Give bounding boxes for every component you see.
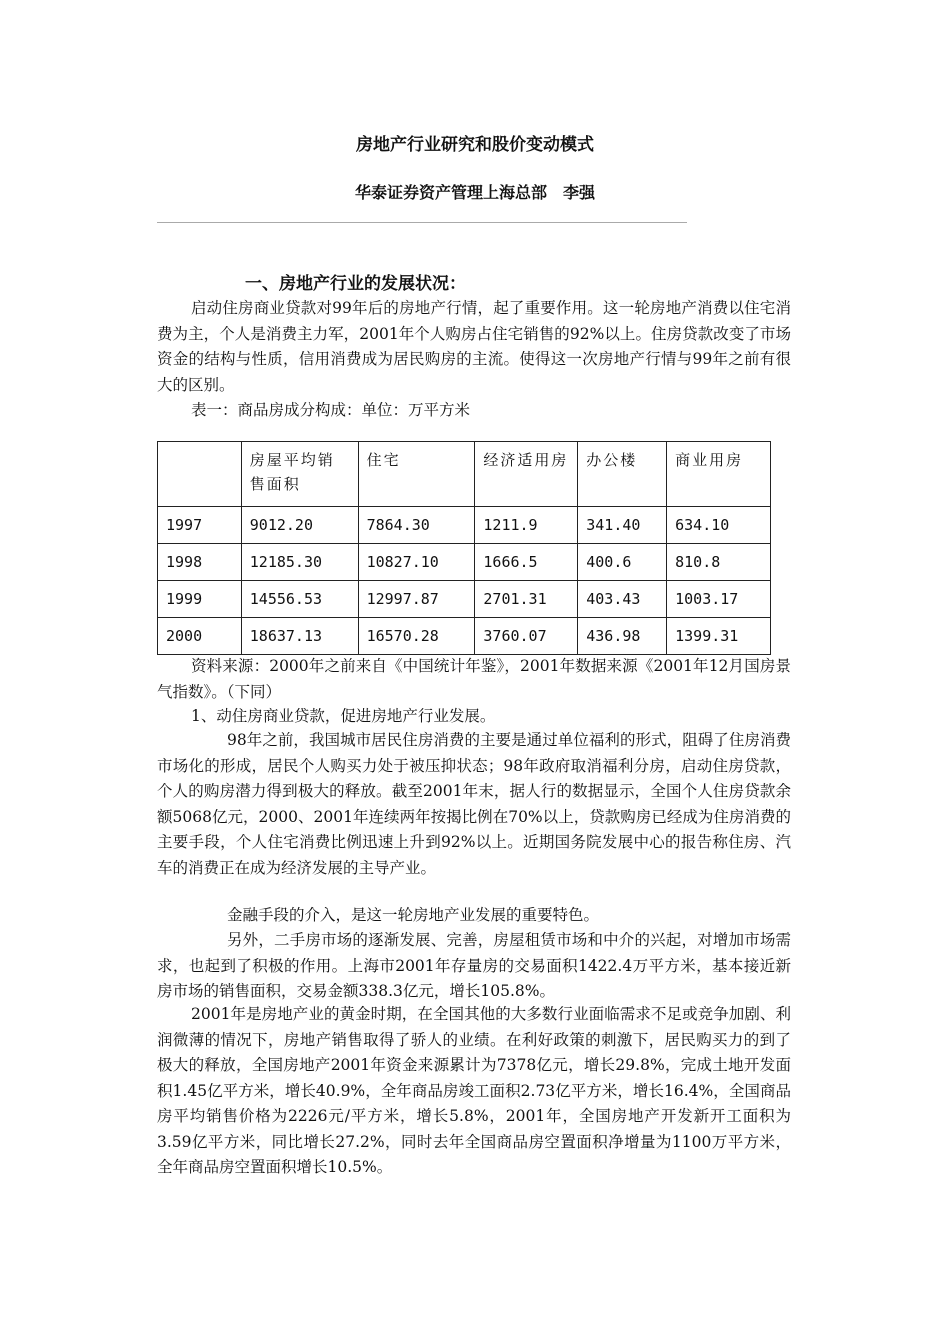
table-cell: 3760.07 bbox=[475, 618, 578, 655]
table-row bbox=[158, 618, 771, 655]
table-cell: 341.40 bbox=[578, 507, 667, 544]
section-heading: 一、房地产行业的发展状况： bbox=[245, 274, 466, 294]
table-cell: 810.8 bbox=[667, 544, 771, 581]
table-header-cell: 住宅 bbox=[358, 442, 475, 507]
table-cell: 12185.30 bbox=[241, 544, 358, 581]
document-title: 房地产行业研究和股价变动模式 bbox=[356, 135, 594, 155]
table-cell: 1997 bbox=[158, 507, 242, 544]
table-cell: 10827.10 bbox=[358, 544, 475, 581]
paragraph-secondhand: 另外，二手房市场的逐渐发展、完善，房屋租赁市场和中介的兴起，对增加市场需求，也起到了积极的作用。上海市2001年存量房的交易面积1422.4万平方米，基本接近新房市场的销售面积，交易金额338.3亿元，增长105.8%。 bbox=[157, 931, 791, 1000]
table-cell: 634.10 bbox=[667, 507, 771, 544]
author-line: 华泰证券资产管理上海总部 李强 bbox=[354, 183, 595, 202]
table-cell: 1003.17 bbox=[667, 581, 771, 618]
table-caption: 表一：商品房成分构成：单位：万平方米 bbox=[191, 401, 471, 419]
table-cell: 1998 bbox=[158, 544, 242, 581]
paragraph-loans: 98年之前，我国城市居民住房消费的主要是通过单位福利的形式，阻碍了住房消费市场化的形成，居民个人购买力处于被压抑状态；98年政府取消福利分房，启动住房贷款，个人的购房潜力得到极大的释放。截至2001年末，据人行的数据显示，全国个人住房贷款余额5068亿元，2000、2001年连续两年按揭比例在70%以上，贷款购房已经成为住房消费的主要手段，个人住宅消费比例迅速上升到92%以上。近期国务院发展中心的报告称住房、汽车的消费正在成为经济发展的主导产业。 bbox=[157, 731, 791, 877]
table-cell: 16570.28 bbox=[358, 618, 475, 655]
header-divider bbox=[157, 222, 687, 223]
table-header-cell: 商业用房 bbox=[667, 442, 771, 507]
table-cell: 1666.5 bbox=[475, 544, 578, 581]
paragraph-finance: 金融手段的介入，是这一轮房地产业发展的重要特色。 bbox=[227, 906, 600, 924]
table-cell: 1211.9 bbox=[475, 507, 578, 544]
intro-paragraph: 启动住房商业贷款对99年后的房地产行情，起了重要作用。这一轮房地产消费以住宅消费为主，个人是消费主力军，2001年个人购房占住宅销售的92%以上。住房贷款改变了市场资金的结构与性质，信用消费成为居民购房的主流。使得这一次房地产行情与99年之前有很大的区别。 bbox=[157, 299, 791, 394]
table-cell: 2000 bbox=[158, 618, 242, 655]
source-note: 资料来源：2000年之前来自《中国统计年鉴》，2001年数据来源《2001年12月国房景气指数》。（下同） bbox=[157, 657, 791, 701]
table-cell: 9012.20 bbox=[241, 507, 358, 544]
table-cell: 12997.87 bbox=[358, 581, 475, 618]
table-cell: 18637.13 bbox=[241, 618, 358, 655]
table-cell: 14556.53 bbox=[241, 581, 358, 618]
table-cell: 7864.30 bbox=[358, 507, 475, 544]
table-cell: 436.98 bbox=[578, 618, 667, 655]
table-header-cell: 房屋平均销售面积 bbox=[241, 442, 358, 507]
table-header-cell: 经济适用房 bbox=[475, 442, 578, 507]
table-row bbox=[158, 507, 771, 544]
table-cell: 1999 bbox=[158, 581, 242, 618]
table-header-cell: 办公楼 bbox=[578, 442, 667, 507]
subsection-heading: 1、动住房商业贷款，促进房地产行业发展。 bbox=[191, 707, 496, 725]
table-row bbox=[158, 581, 771, 618]
table-header-row bbox=[158, 442, 771, 507]
table-cell: 2701.31 bbox=[475, 581, 578, 618]
table-cell: 403.43 bbox=[578, 581, 667, 618]
table-cell: 1399.31 bbox=[667, 618, 771, 655]
table-cell: 400.6 bbox=[578, 544, 667, 581]
table-header-cell bbox=[158, 442, 242, 507]
paragraph-2001: 2001年是房地产业的黄金时期，在全国其他的大多数行业面临需求不足或竞争加剧、利润微薄的情况下，房地产销售取得了骄人的业绩。在利好政策的刺激下，居民购买力的到了极大的释放，全国房地产2001年资金来源累计为7378亿元，增长29.8%，完成土地开发面积1.45亿平方米，增长40.9%，全年商品房竣工面积2.73亿平方米，增长16.4%，全国商品房平均销售价格为2226元/平方米，增长5.8%，2001年，全国房地产开发新开工面积为3.59亿平方米，同比增长27.2%，同时去年全国商品房空置面积净增量为1100万平方米，全年商品房空置面积增长10.5%。 bbox=[157, 1005, 791, 1176]
housing-composition-table bbox=[157, 441, 771, 655]
table-row bbox=[158, 544, 771, 581]
